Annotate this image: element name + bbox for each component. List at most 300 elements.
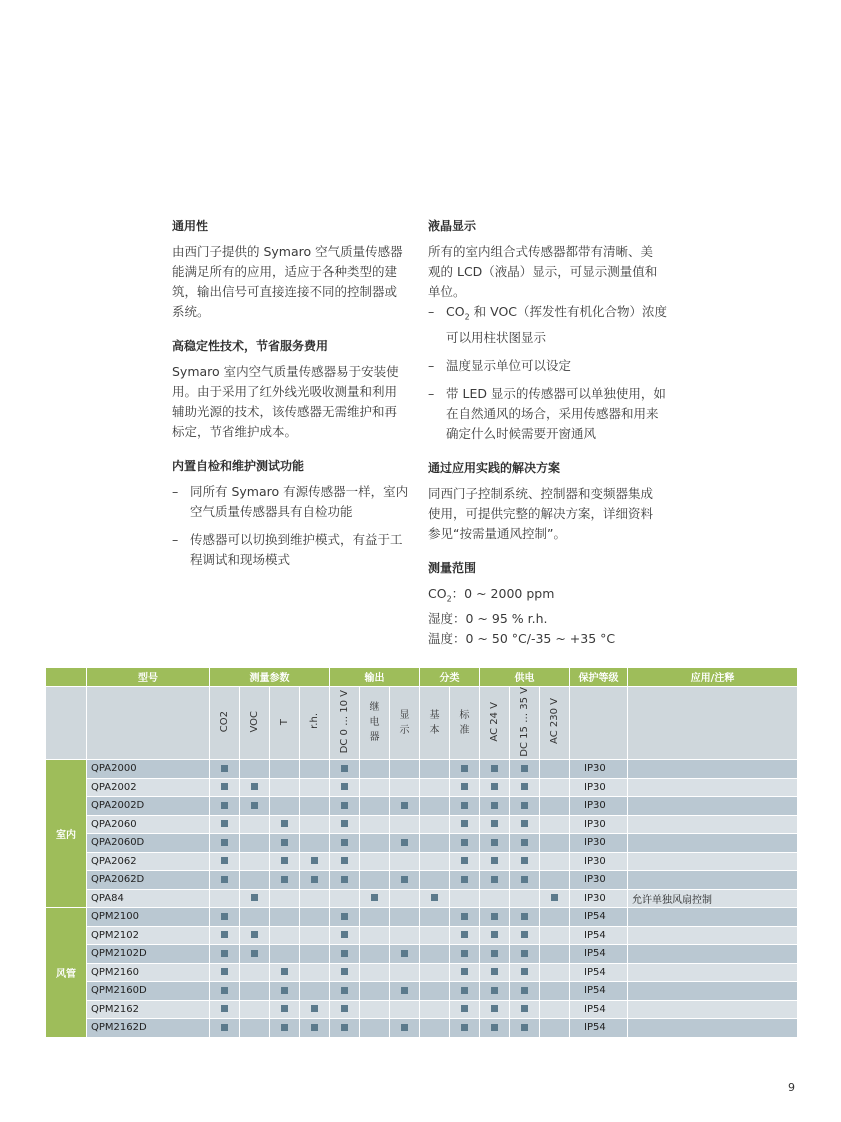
checked-square-icon (281, 1005, 288, 1012)
mark-cell (330, 852, 360, 871)
checked-square-icon (521, 876, 528, 883)
mark-cell (300, 852, 330, 871)
section-solutions (428, 458, 672, 544)
mark-cell (420, 797, 450, 816)
table-row (46, 1000, 798, 1019)
mark-cell (510, 760, 540, 779)
checked-square-icon (341, 876, 348, 883)
checked-square-icon (461, 1024, 468, 1031)
mark-cell (300, 815, 330, 834)
checked-square-icon (341, 1005, 348, 1012)
model-cell: QPA2062D (87, 871, 210, 890)
mark-cell (300, 926, 330, 945)
mark-cell (210, 963, 240, 982)
mark-cell (480, 797, 510, 816)
checked-square-icon (281, 857, 288, 864)
checked-square-icon (281, 968, 288, 975)
mark-cell (480, 815, 510, 834)
checked-square-icon (341, 1024, 348, 1031)
checked-square-icon (491, 1005, 498, 1012)
table-row (46, 760, 798, 779)
checked-square-icon (221, 987, 228, 994)
note-cell (628, 982, 798, 1001)
note-cell (628, 871, 798, 890)
mark-cell (480, 834, 510, 853)
mark-cell (420, 963, 450, 982)
mark-cell (420, 1019, 450, 1038)
mark-cell (450, 815, 480, 834)
note-cell (628, 778, 798, 797)
model-cell: QPA2062 (87, 852, 210, 871)
mark-cell (330, 889, 360, 908)
mark-cell (360, 908, 390, 927)
checked-square-icon (521, 802, 528, 809)
checked-square-icon (341, 783, 348, 790)
checked-square-icon (371, 894, 378, 901)
mark-cell (300, 945, 330, 964)
mark-cell (240, 982, 270, 1001)
protection-cell: IP30 (570, 852, 628, 871)
model-cell: QPA2000 (87, 760, 210, 779)
mark-cell (450, 778, 480, 797)
model-cell: QPA84 (87, 889, 210, 908)
checked-square-icon (401, 987, 408, 994)
range-temperature: 温度：0 ~ 50 °C/-35 ~ +35 °C (428, 631, 616, 646)
mark-cell (240, 760, 270, 779)
mark-cell (240, 834, 270, 853)
protection-cell: IP30 (570, 871, 628, 890)
mark-cell (510, 1000, 540, 1019)
mark-cell (450, 982, 480, 1001)
mark-cell (210, 1000, 240, 1019)
mark-cell (540, 834, 570, 853)
bullet-item: – 传感器可以切换到维护模式，有益于工 程调试和现场模式 (172, 532, 403, 567)
mark-cell (240, 815, 270, 834)
header-power: 供电 (480, 668, 570, 687)
mark-cell (540, 760, 570, 779)
checked-square-icon (281, 987, 288, 994)
mark-cell (210, 982, 240, 1001)
mark-cell (330, 760, 360, 779)
checked-square-icon (221, 765, 228, 772)
checked-square-icon (341, 820, 348, 827)
checked-square-icon (221, 802, 228, 809)
mark-cell (330, 1000, 360, 1019)
section-versatility (172, 216, 416, 322)
note-cell (628, 797, 798, 816)
mark-cell (360, 926, 390, 945)
mark-cell (270, 852, 300, 871)
checked-square-icon (521, 968, 528, 975)
note-cell (628, 815, 798, 834)
checked-square-icon (461, 931, 468, 938)
section-title: 液晶显示 (428, 219, 477, 233)
checked-square-icon (431, 894, 438, 901)
table-body (46, 760, 798, 1038)
protection-cell: IP54 (570, 908, 628, 927)
model-cell: QPM2102D (87, 945, 210, 964)
section-title: 高稳定性技术，节省服务费用 (172, 339, 329, 353)
table-row (46, 889, 798, 908)
mark-cell (540, 908, 570, 927)
checked-square-icon (521, 950, 528, 957)
mark-cell (390, 1019, 420, 1038)
table-header-row (46, 668, 798, 687)
bullet-item: – 同所有 Symaro 有源传感器一样，室内 空气质量传感器具有自检功能 (172, 484, 409, 519)
mark-cell (540, 815, 570, 834)
header-protection: 保护等级 (570, 668, 628, 687)
checked-square-icon (401, 839, 408, 846)
mark-cell (270, 1019, 300, 1038)
checked-square-icon (461, 765, 468, 772)
mark-cell (450, 926, 480, 945)
mark-cell (360, 1000, 390, 1019)
mark-cell (330, 815, 360, 834)
range-humidity: 湿度：0 ~ 95 % r.h. (428, 611, 548, 626)
table-row (46, 778, 798, 797)
checked-square-icon (461, 950, 468, 957)
checked-square-icon (491, 950, 498, 957)
checked-square-icon (521, 820, 528, 827)
checked-square-icon (521, 783, 528, 790)
section-body: 由西门子提供的 Symaro 空气质量传感器 能满足所有的应用，适应于各种类型的建 筑，输出信号可直接连接不同的控制器或 系统。 (172, 244, 403, 319)
table-row (46, 926, 798, 945)
model-cell: QPM2100 (87, 908, 210, 927)
mark-cell (420, 945, 450, 964)
mark-cell (390, 963, 420, 982)
mark-cell (450, 963, 480, 982)
checked-square-icon (521, 1024, 528, 1031)
protection-cell: IP54 (570, 1000, 628, 1019)
mark-cell (510, 797, 540, 816)
mark-cell (330, 1019, 360, 1038)
range-co2: $CO_2$：0 ~ 2000 ppm (428, 585, 555, 603)
mark-cell (360, 834, 390, 853)
checked-square-icon (341, 987, 348, 994)
mark-cell (360, 815, 390, 834)
protection-cell: IP30 (570, 889, 628, 908)
mark-cell (240, 908, 270, 927)
protection-cell: IP30 (570, 815, 628, 834)
mark-cell (300, 889, 330, 908)
mark-cell (270, 815, 300, 834)
mark-cell (390, 760, 420, 779)
mark-cell (420, 889, 450, 908)
mark-cell (450, 852, 480, 871)
mark-cell (420, 982, 450, 1001)
mark-cell (480, 945, 510, 964)
model-cell: QPA2060 (87, 815, 210, 834)
checked-square-icon (491, 783, 498, 790)
mark-cell (510, 815, 540, 834)
checked-square-icon (341, 839, 348, 846)
protection-cell: IP30 (570, 778, 628, 797)
mark-cell (240, 1000, 270, 1019)
bullet-item: – $CO_2$ 和 VOC（挥发性有机化合物）浓度 可以用柱状图显示 (428, 304, 668, 345)
checked-square-icon (461, 820, 468, 827)
mark-cell (510, 889, 540, 908)
mark-cell (450, 908, 480, 927)
section-body: Symaro 室内空气质量传感器易于安装使 用。由于采用了红外线光吸收测量和利用 辅助光源的技术，该传感器无需维护和再 标定，节省维护成本。 (172, 364, 399, 439)
mark-cell (540, 982, 570, 1001)
mark-cell (540, 963, 570, 982)
mark-cell (270, 760, 300, 779)
subheader-voc: VOC (240, 686, 270, 760)
mark-cell (420, 871, 450, 890)
subheader-dc010: DC 0 … 10 V (330, 686, 360, 760)
mark-cell (420, 778, 450, 797)
table-row (46, 815, 798, 834)
mark-cell (240, 797, 270, 816)
table-row (46, 945, 798, 964)
mark-cell (480, 778, 510, 797)
model-cell: QPM2160 (87, 963, 210, 982)
table-subheader-row (46, 686, 798, 760)
checked-square-icon (221, 931, 228, 938)
note-cell (628, 760, 798, 779)
checked-square-icon (221, 913, 228, 920)
table-row (46, 1019, 798, 1038)
mark-cell (540, 889, 570, 908)
mark-cell (300, 1000, 330, 1019)
mark-cell (540, 926, 570, 945)
mark-cell (540, 797, 570, 816)
model-cell: QPA2002 (87, 778, 210, 797)
checked-square-icon (521, 839, 528, 846)
subheader-relay: 继电器 (360, 686, 390, 760)
table-row (46, 963, 798, 982)
mark-cell (210, 926, 240, 945)
checked-square-icon (401, 876, 408, 883)
checked-square-icon (491, 1024, 498, 1031)
checked-square-icon (221, 876, 228, 883)
table-row (46, 908, 798, 927)
checked-square-icon (521, 913, 528, 920)
subheader-dc1535: DC 15 … 35 V (510, 686, 540, 760)
mark-cell (240, 852, 270, 871)
section-lcd (428, 216, 672, 444)
section-range (428, 558, 672, 650)
mark-cell (510, 778, 540, 797)
mark-cell (330, 871, 360, 890)
checked-square-icon (221, 820, 228, 827)
mark-cell (420, 834, 450, 853)
protection-cell: IP54 (570, 963, 628, 982)
table-row (46, 834, 798, 853)
mark-cell (390, 889, 420, 908)
section-title: 通用性 (172, 219, 209, 233)
checked-square-icon (281, 1024, 288, 1031)
mark-cell (270, 834, 300, 853)
page-number: 9 (788, 1081, 795, 1094)
checked-square-icon (251, 931, 258, 938)
mark-cell (210, 1019, 240, 1038)
checked-square-icon (281, 839, 288, 846)
checked-square-icon (401, 950, 408, 957)
checked-square-icon (491, 839, 498, 846)
note-cell (628, 834, 798, 853)
table-row (46, 982, 798, 1001)
section-stability (172, 336, 416, 442)
checked-square-icon (221, 783, 228, 790)
mark-cell (390, 926, 420, 945)
subheader-rh: r.h. (300, 686, 330, 760)
checked-square-icon (491, 876, 498, 883)
note-cell (628, 852, 798, 871)
model-cell: QPM2162D (87, 1019, 210, 1038)
mark-cell (210, 797, 240, 816)
checked-square-icon (251, 894, 258, 901)
mark-cell (360, 852, 390, 871)
mark-cell (390, 797, 420, 816)
checked-square-icon (341, 857, 348, 864)
checked-square-icon (281, 876, 288, 883)
mark-cell (210, 945, 240, 964)
mark-cell (360, 982, 390, 1001)
checked-square-icon (521, 765, 528, 772)
mark-cell (270, 908, 300, 927)
mark-cell (480, 1019, 510, 1038)
checked-square-icon (401, 1024, 408, 1031)
mark-cell (270, 1000, 300, 1019)
mark-cell (390, 852, 420, 871)
mark-cell (540, 852, 570, 871)
model-cell: QPM2102 (87, 926, 210, 945)
mark-cell (300, 797, 330, 816)
mark-cell (240, 945, 270, 964)
checked-square-icon (461, 913, 468, 920)
mark-cell (300, 963, 330, 982)
bullet-item: – 带 LED 显示的传感器可以单独使用，如 在自然通风的场合，采用传感器和用来 确定什么时候需要开窗通风 (428, 385, 666, 441)
checked-square-icon (401, 802, 408, 809)
checked-square-icon (461, 876, 468, 883)
mark-cell (510, 1019, 540, 1038)
mark-cell (240, 1019, 270, 1038)
subheader-basic: 基本 (420, 686, 450, 760)
mark-cell (480, 982, 510, 1001)
note-cell (628, 908, 798, 927)
checked-square-icon (311, 1024, 318, 1031)
protection-cell: IP30 (570, 834, 628, 853)
checked-square-icon (521, 1005, 528, 1012)
mark-cell (480, 908, 510, 927)
mark-cell (300, 834, 330, 853)
mark-cell (210, 778, 240, 797)
mark-cell (510, 908, 540, 927)
mark-cell (510, 963, 540, 982)
checked-square-icon (341, 968, 348, 975)
mark-cell (270, 778, 300, 797)
model-cell: QPA2060D (87, 834, 210, 853)
mark-cell (390, 815, 420, 834)
checked-square-icon (491, 987, 498, 994)
subheader-display: 显示 (390, 686, 420, 760)
checked-square-icon (551, 894, 558, 901)
checked-square-icon (311, 876, 318, 883)
checked-square-icon (221, 857, 228, 864)
checked-square-icon (461, 802, 468, 809)
model-cell: QPM2162 (87, 1000, 210, 1019)
mark-cell (330, 908, 360, 927)
section-title: 内置自检和维护测试功能 (172, 459, 305, 473)
mark-cell (510, 834, 540, 853)
subheader-co2: CO2 (210, 686, 240, 760)
checked-square-icon (461, 1005, 468, 1012)
protection-cell: IP54 (570, 982, 628, 1001)
mark-cell (270, 963, 300, 982)
mark-cell (270, 797, 300, 816)
subheader-ac24: AC 24 V (480, 686, 510, 760)
checked-square-icon (221, 950, 228, 957)
mark-cell (390, 834, 420, 853)
mark-cell (480, 760, 510, 779)
mark-cell (270, 889, 300, 908)
checked-square-icon (341, 765, 348, 772)
mark-cell (330, 963, 360, 982)
mark-cell (450, 760, 480, 779)
mark-cell (330, 926, 360, 945)
mark-cell (450, 945, 480, 964)
mark-cell (330, 982, 360, 1001)
checked-square-icon (491, 765, 498, 772)
subheader-t: T (270, 686, 300, 760)
mark-cell (240, 889, 270, 908)
note-cell (628, 1000, 798, 1019)
mark-cell (330, 797, 360, 816)
mark-cell (360, 963, 390, 982)
checked-square-icon (221, 968, 228, 975)
checked-square-icon (251, 950, 258, 957)
mark-cell (390, 871, 420, 890)
checked-square-icon (311, 1005, 318, 1012)
mark-cell (360, 760, 390, 779)
mark-cell (540, 945, 570, 964)
mark-cell (210, 908, 240, 927)
section-title: 测量范围 (428, 560, 477, 575)
checked-square-icon (311, 857, 318, 864)
table-row (46, 797, 798, 816)
mark-cell (540, 1000, 570, 1019)
mark-cell (390, 945, 420, 964)
mark-cell (540, 778, 570, 797)
checked-square-icon (461, 968, 468, 975)
mark-cell (390, 908, 420, 927)
left-column (172, 216, 416, 584)
section-body: 同西门子控制系统、控制器和变频器集成 使用，可提供完整的解决方案，详细资料 参见“按需量通风控制”。 (428, 485, 654, 541)
mark-cell (270, 926, 300, 945)
mark-cell (450, 1019, 480, 1038)
mark-cell (540, 871, 570, 890)
checked-square-icon (461, 987, 468, 994)
protection-cell: IP54 (570, 926, 628, 945)
checked-square-icon (521, 987, 528, 994)
note-cell (628, 926, 798, 945)
note-cell (628, 945, 798, 964)
mark-cell (420, 815, 450, 834)
mark-cell (210, 834, 240, 853)
section-body: 所有的室内组合式传感器都带有清晰、美 观的 LCD（液晶）显示，可显示测量值和 单位。 (428, 244, 658, 299)
mark-cell (300, 760, 330, 779)
mark-cell (420, 1000, 450, 1019)
header-output: 输出 (330, 668, 420, 687)
mark-cell (210, 889, 240, 908)
mark-cell (240, 963, 270, 982)
mark-cell (240, 926, 270, 945)
header-measure: 测量参数 (210, 668, 330, 687)
mark-cell (300, 908, 330, 927)
checked-square-icon (491, 968, 498, 975)
note-cell (628, 1019, 798, 1038)
